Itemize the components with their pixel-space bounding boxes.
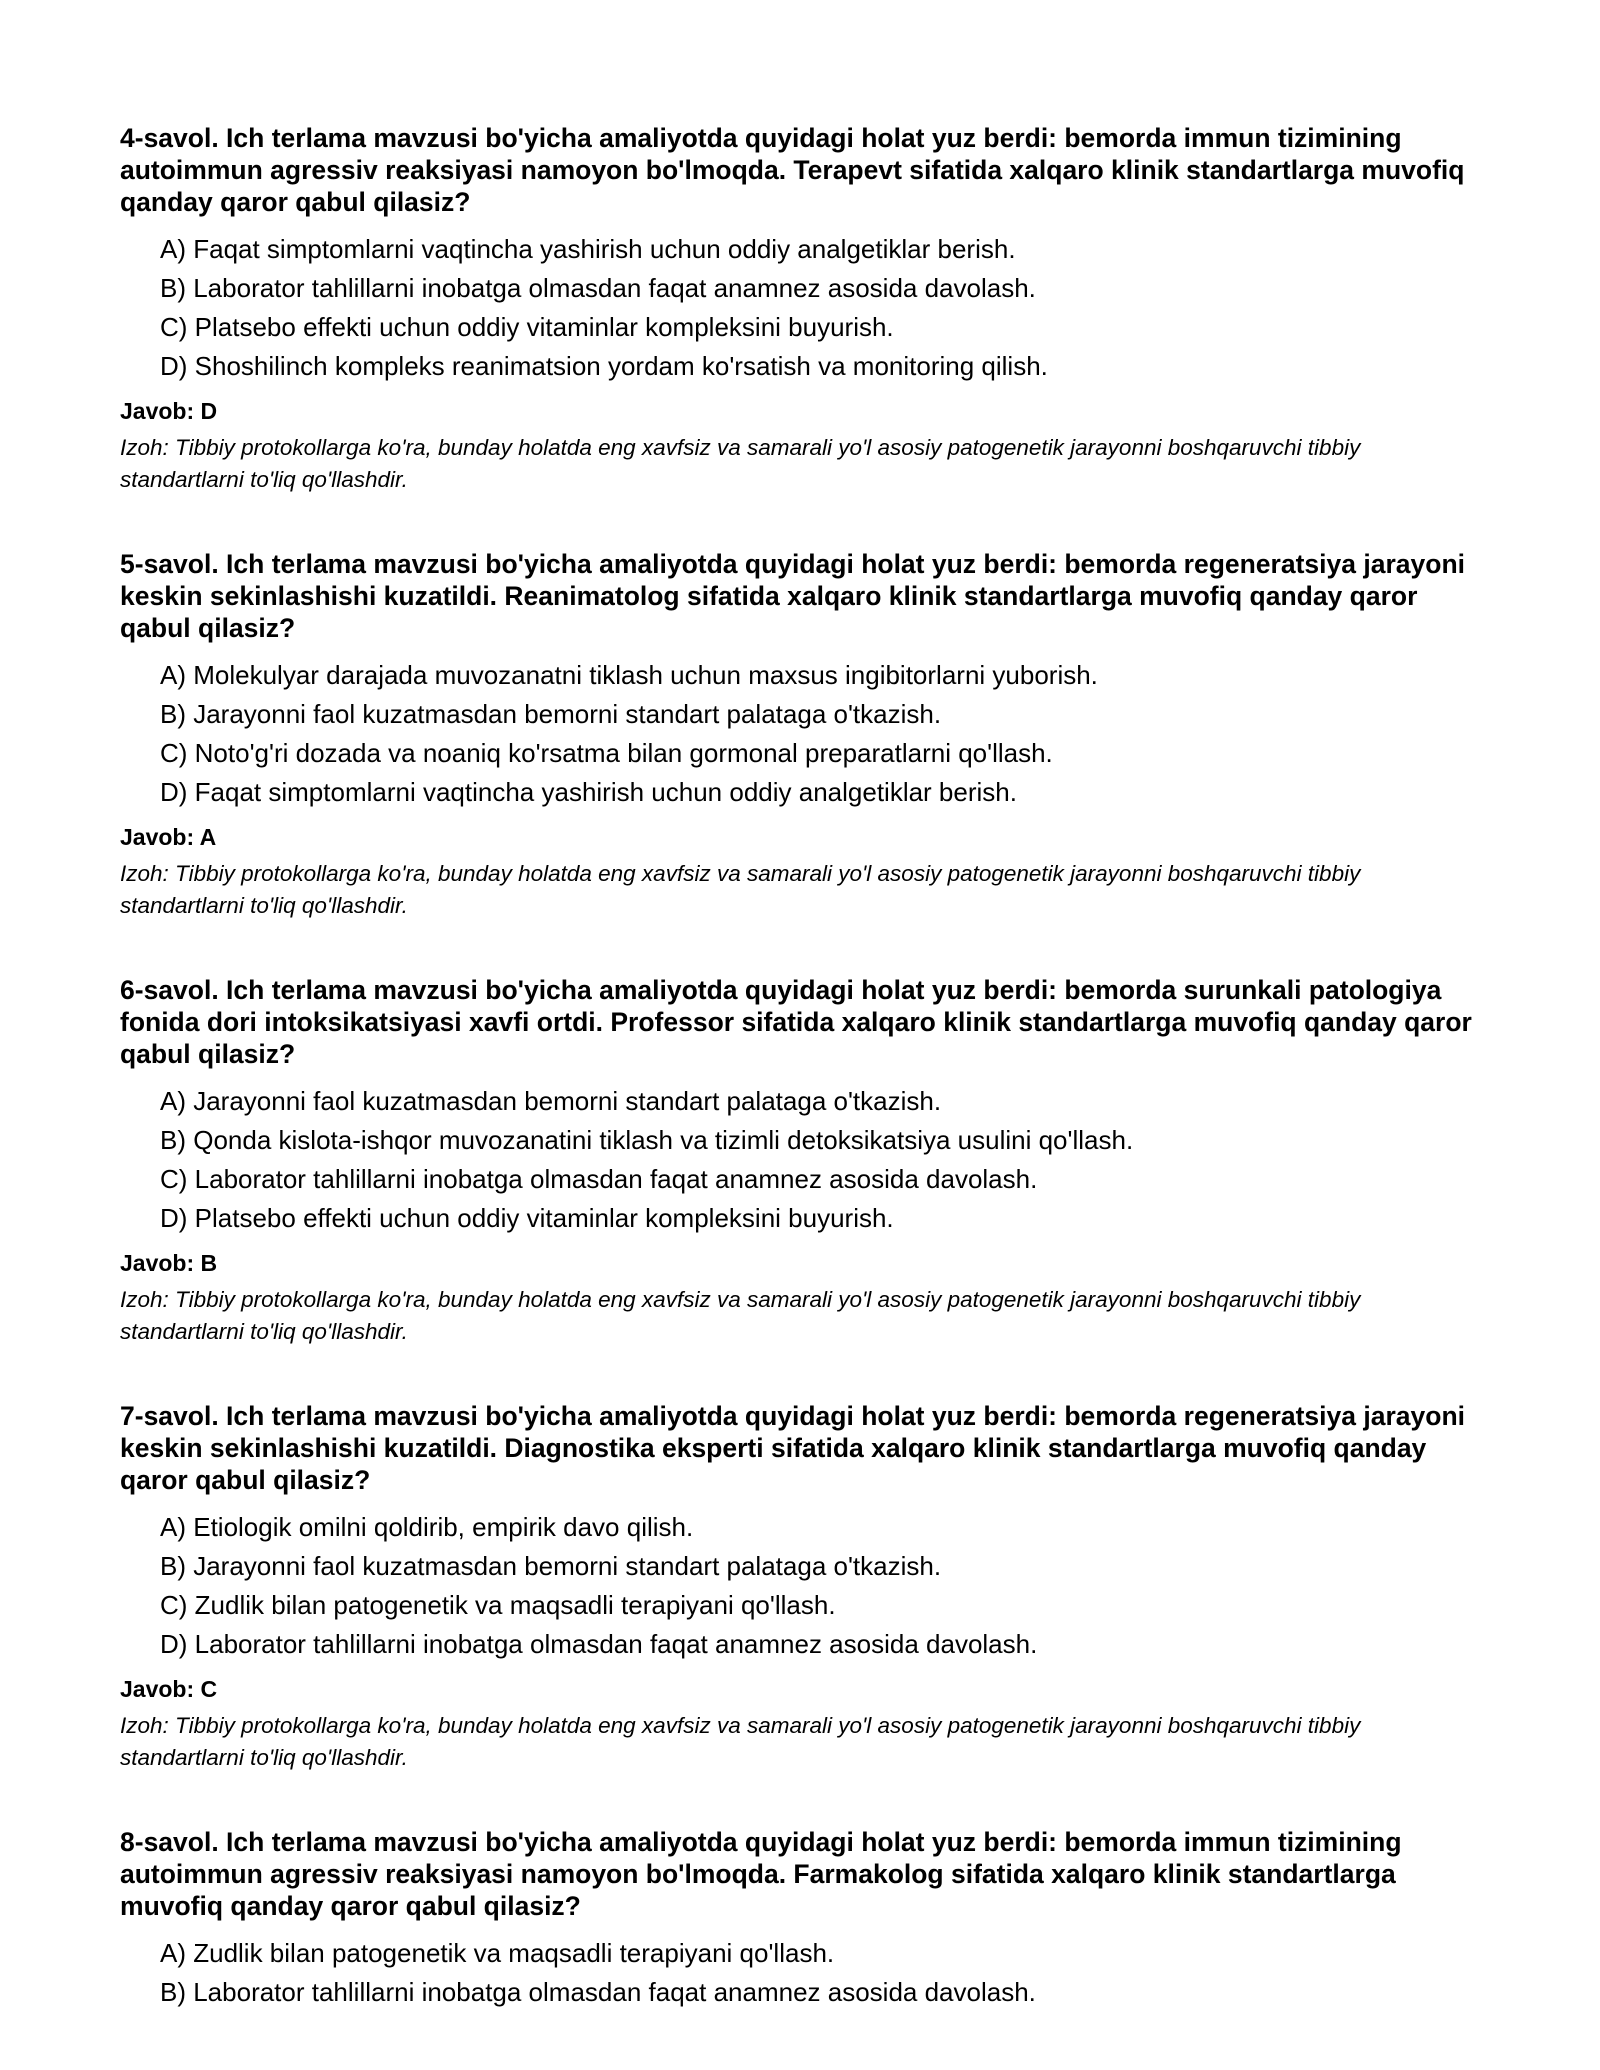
options-list [120,1508,1490,1664]
option-d: D) Faqat simptomlarni vaqtincha yashirish uchun oddiy analgetiklar berish. [160,777,1017,807]
question-6 [120,974,1490,1348]
option-d: D) Laborator tahlillarni inobatga olmasdan faqat anamnez asosida davolash. [160,1629,1038,1659]
question-5 [120,548,1490,922]
question-title: 8-savol. Ich terlama mavzusi bo'yicha amaliyotda quyidagi holat yuz berdi: bemorda immun tizimining autoimmun agressiv reaksiyasi namoyon bo'lmoqda. Farmakolog sifatida xalqaro klinik standartlarga muvofiq qanday qaror qabul qilasiz? [120,1827,1402,1921]
option-a: A) Jarayonni faol kuzatmasdan bemorni standart palataga o'tkazish. [160,1086,942,1116]
option-c: C) Laborator tahlillarni inobatga olmasdan faqat anamnez asosida davolash. [160,1164,1038,1194]
question-title: 4-savol. Ich terlama mavzusi bo'yicha amaliyotda quyidagi holat yuz berdi: bemorda immun tizimining autoimmun agressiv reaksiyasi namoyon bo'lmoqda. Terapevt sifatida xalqaro klinik standartlarga muvofiq qanday qaror qabul qilasiz? [120,123,1465,217]
option-a: A) Zudlik bilan patogenetik va maqsadli terapiyani qo'llash. [160,1938,835,1968]
options-list [120,230,1490,386]
option-b: B) Qonda kislota-ishqor muvozanatini tiklash va tizimli detoksikatsiya usulini qo'llash. [160,1125,1134,1155]
option-b: B) Laborator tahlillarni inobatga olmasdan faqat anamnez asosida davolash. [160,273,1036,303]
answer-label: Javob: A [120,824,217,850]
answer-label: Javob: B [120,1250,218,1276]
question-4 [120,122,1490,496]
document-page [120,122,1490,2064]
option-c: C) Platsebo effekti uchun oddiy vitaminlar kompleksini buyurish. [160,312,894,342]
answer-label: Javob: C [120,1676,218,1702]
option-a: A) Faqat simptomlarni vaqtincha yashirish uchun oddiy analgetiklar berish. [160,234,1016,264]
option-d: D) Platsebo effekti uchun oddiy vitaminlar kompleksini buyurish. [160,1203,894,1233]
question-7 [120,1400,1490,1774]
option-b: B) Jarayonni faol kuzatmasdan bemorni standart palataga o'tkazish. [160,1551,942,1581]
explanation-text: Izoh: Tibbiy protokollarga ko'ra, bunday holatda eng xavfsiz va samarali yo'l asosiy patogenetik jarayonni boshqaruvchi tibbiy standartlarni to'liq qo'llashdir. [120,1713,1361,1770]
explanation-text: Izoh: Tibbiy protokollarga ko'ra, bunday holatda eng xavfsiz va samarali yo'l asosiy patogenetik jarayonni boshqaruvchi tibbiy standartlarni to'liq qo'llashdir. [120,1287,1361,1344]
option-c: C) Noto'g'ri dozada va noaniq ko'rsatma bilan gormonal preparatlarni qo'llash. [160,738,1053,768]
question-title: 6-savol. Ich terlama mavzusi bo'yicha amaliyotda quyidagi holat yuz berdi: bemorda surunkali patologiya fonida dori intoksikatsiyasi xavfi ortdi. Professor sifatida xalqaro klinik standartlarga muvofiq qanday qaror qabul qilasiz? [120,975,1472,1069]
options-list [120,1082,1490,1238]
question-title: 5-savol. Ich terlama mavzusi bo'yicha amaliyotda quyidagi holat yuz berdi: bemorda regeneratsiya jarayoni keskin sekinlashishi kuzatildi. Reanimatolog sifatida xalqaro klinik standartlarga muvofiq qanday qaror qabul qilasiz? [120,549,1465,643]
options-list [120,656,1490,812]
option-d: D) Shoshilinch kompleks reanimatsion yordam ko'rsatish va monitoring qilish. [160,351,1048,381]
option-b: B) Laborator tahlillarni inobatga olmasdan faqat anamnez asosida davolash. [160,1977,1036,2007]
option-a: A) Etiologik omilni qoldirib, empirik davo qilish. [160,1512,694,1542]
options-list [120,1934,1490,2012]
explanation-text: Izoh: Tibbiy protokollarga ko'ra, bunday holatda eng xavfsiz va samarali yo'l asosiy patogenetik jarayonni boshqaruvchi tibbiy standartlarni to'liq qo'llashdir. [120,861,1361,918]
option-b: B) Jarayonni faol kuzatmasdan bemorni standart palataga o'tkazish. [160,699,942,729]
question-title: 7-savol. Ich terlama mavzusi bo'yicha amaliyotda quyidagi holat yuz berdi: bemorda regeneratsiya jarayoni keskin sekinlashishi kuzatildi. Diagnostika eksperti sifatida xalqaro klinik standartlarga muvofiq qanday qaror qabul qilasiz? [120,1401,1465,1495]
answer-label: Javob: D [120,398,218,424]
question-8 [120,1826,1490,2012]
option-c: C) Zudlik bilan patogenetik va maqsadli terapiyani qo'llash. [160,1590,836,1620]
option-a: A) Molekulyar darajada muvozanatni tiklash uchun maxsus ingibitorlarni yuborish. [160,660,1098,690]
explanation-text: Izoh: Tibbiy protokollarga ko'ra, bunday holatda eng xavfsiz va samarali yo'l asosiy patogenetik jarayonni boshqaruvchi tibbiy standartlarni to'liq qo'llashdir. [120,435,1361,492]
